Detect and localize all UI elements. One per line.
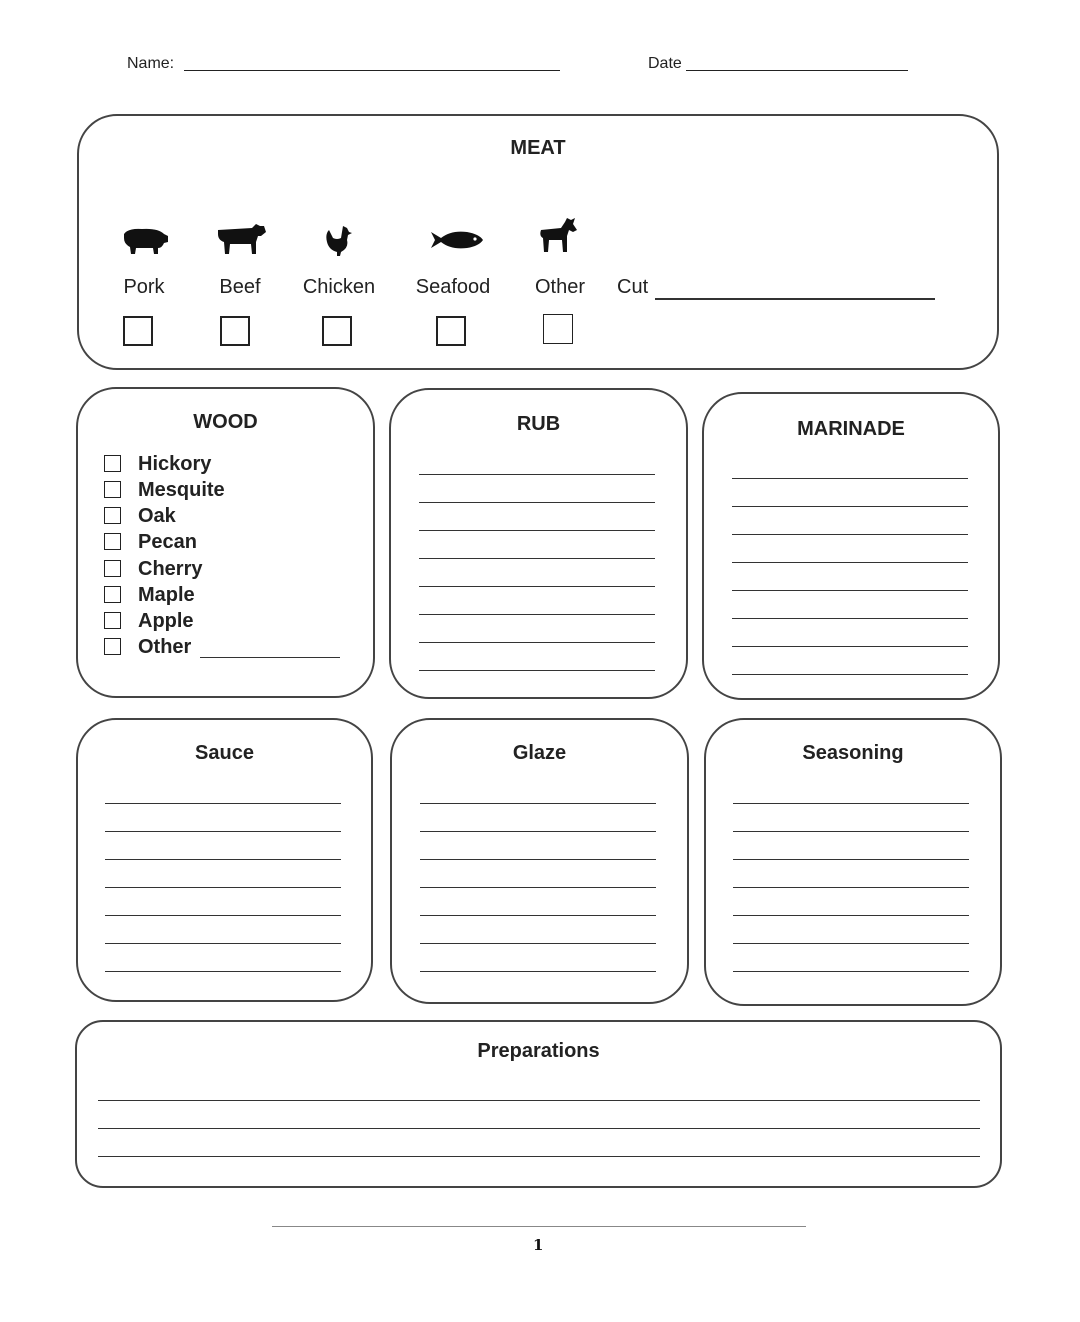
glaze-line[interactable] — [420, 803, 656, 804]
marinade-title: MARINADE — [797, 418, 905, 440]
meat-checkbox-chicken[interactable] — [322, 316, 352, 346]
pig-icon — [120, 224, 170, 256]
preparations-line[interactable] — [98, 1128, 980, 1129]
marinade-section — [702, 392, 1000, 700]
marinade-line[interactable] — [732, 534, 968, 535]
meat-label-other: Other — [534, 276, 586, 298]
wood-checkbox[interactable] — [104, 560, 121, 577]
meat-checkbox-seafood[interactable] — [436, 316, 466, 346]
wood-option-label: Hickory — [138, 453, 212, 475]
wood-option-label: Other — [138, 636, 192, 658]
meat-label-pork: Pork — [123, 276, 165, 298]
cut-label: Cut — [617, 276, 649, 298]
glaze-line[interactable] — [420, 887, 656, 888]
rub-line[interactable] — [419, 474, 655, 475]
wood-title: WOOD — [193, 411, 258, 433]
sauce-line[interactable] — [105, 915, 341, 916]
glaze-title: Glaze — [512, 742, 567, 764]
marinade-line[interactable] — [732, 618, 968, 619]
meat-title: MEAT — [510, 137, 566, 159]
wood-option-label: Apple — [138, 610, 194, 632]
seasoning-section — [704, 718, 1002, 1006]
seasoning-line[interactable] — [733, 887, 969, 888]
marinade-line[interactable] — [732, 646, 968, 647]
seasoning-title: Seasoning — [802, 742, 904, 764]
glaze-line[interactable] — [420, 831, 656, 832]
glaze-line[interactable] — [420, 971, 656, 972]
meat-checkbox-beef[interactable] — [220, 316, 250, 346]
date-field[interactable] — [686, 70, 908, 71]
marinade-line[interactable] — [732, 506, 968, 507]
meat-checkbox-other[interactable] — [543, 314, 573, 344]
rub-line[interactable] — [419, 502, 655, 503]
cut-field[interactable] — [655, 298, 935, 300]
preparations-line[interactable] — [98, 1156, 980, 1157]
marinade-line[interactable] — [732, 674, 968, 675]
meat-label-chicken: Chicken — [302, 276, 376, 298]
name-label: Name: — [127, 55, 175, 72]
date-label: Date — [648, 55, 682, 72]
glaze-line[interactable] — [420, 943, 656, 944]
preparations-line[interactable] — [98, 1100, 980, 1101]
sauce-line[interactable] — [105, 831, 341, 832]
rub-title: RUB — [516, 413, 561, 435]
wood-checkbox[interactable] — [104, 481, 121, 498]
rub-line[interactable] — [419, 558, 655, 559]
seasoning-line[interactable] — [733, 859, 969, 860]
wood-checkbox[interactable] — [104, 586, 121, 603]
meat-checkbox-pork[interactable] — [123, 316, 153, 346]
rub-line[interactable] — [419, 586, 655, 587]
sauce-line[interactable] — [105, 803, 341, 804]
wood-option-label: Pecan — [138, 531, 197, 553]
meat-label-seafood: Seafood — [415, 276, 491, 298]
rub-section — [389, 388, 688, 699]
sauce-title: Sauce — [195, 742, 254, 764]
wood-option-label: Cherry — [138, 558, 203, 580]
wood-other-field[interactable] — [200, 657, 340, 658]
marinade-line[interactable] — [732, 478, 968, 479]
rub-line[interactable] — [419, 614, 655, 615]
rub-line[interactable] — [419, 642, 655, 643]
footer-divider — [272, 1226, 806, 1227]
preparations-section — [75, 1020, 1002, 1188]
seasoning-line[interactable] — [733, 831, 969, 832]
wood-option-label: Maple — [138, 584, 195, 606]
meat-section — [77, 114, 999, 370]
page-number: 1 — [533, 1236, 544, 1254]
rub-line[interactable] — [419, 530, 655, 531]
seasoning-line[interactable] — [733, 803, 969, 804]
sauce-line[interactable] — [105, 859, 341, 860]
seasoning-line[interactable] — [733, 943, 969, 944]
cow-icon — [216, 222, 268, 256]
sauce-line[interactable] — [105, 887, 341, 888]
wood-checkbox[interactable] — [104, 612, 121, 629]
sauce-line[interactable] — [105, 971, 341, 972]
fish-icon — [429, 228, 485, 252]
rub-line[interactable] — [419, 670, 655, 671]
sauce-section — [76, 718, 373, 1002]
wood-checkbox[interactable] — [104, 507, 121, 524]
preparations-title: Preparations — [477, 1040, 600, 1062]
marinade-line[interactable] — [732, 590, 968, 591]
wood-checkbox[interactable] — [104, 455, 121, 472]
glaze-section — [390, 718, 689, 1004]
glaze-line[interactable] — [420, 915, 656, 916]
chicken-icon — [323, 224, 355, 258]
name-field[interactable] — [184, 70, 560, 71]
wood-checkbox[interactable] — [104, 638, 121, 655]
seasoning-line[interactable] — [733, 915, 969, 916]
marinade-line[interactable] — [732, 562, 968, 563]
sauce-line[interactable] — [105, 943, 341, 944]
wood-option-label: Mesquite — [138, 479, 225, 501]
wood-checkbox[interactable] — [104, 533, 121, 550]
glaze-line[interactable] — [420, 859, 656, 860]
wood-section — [76, 387, 375, 698]
goat-icon — [537, 216, 579, 256]
seasoning-line[interactable] — [733, 971, 969, 972]
meat-label-beef: Beef — [219, 276, 261, 298]
wood-option-label: Oak — [138, 505, 176, 527]
